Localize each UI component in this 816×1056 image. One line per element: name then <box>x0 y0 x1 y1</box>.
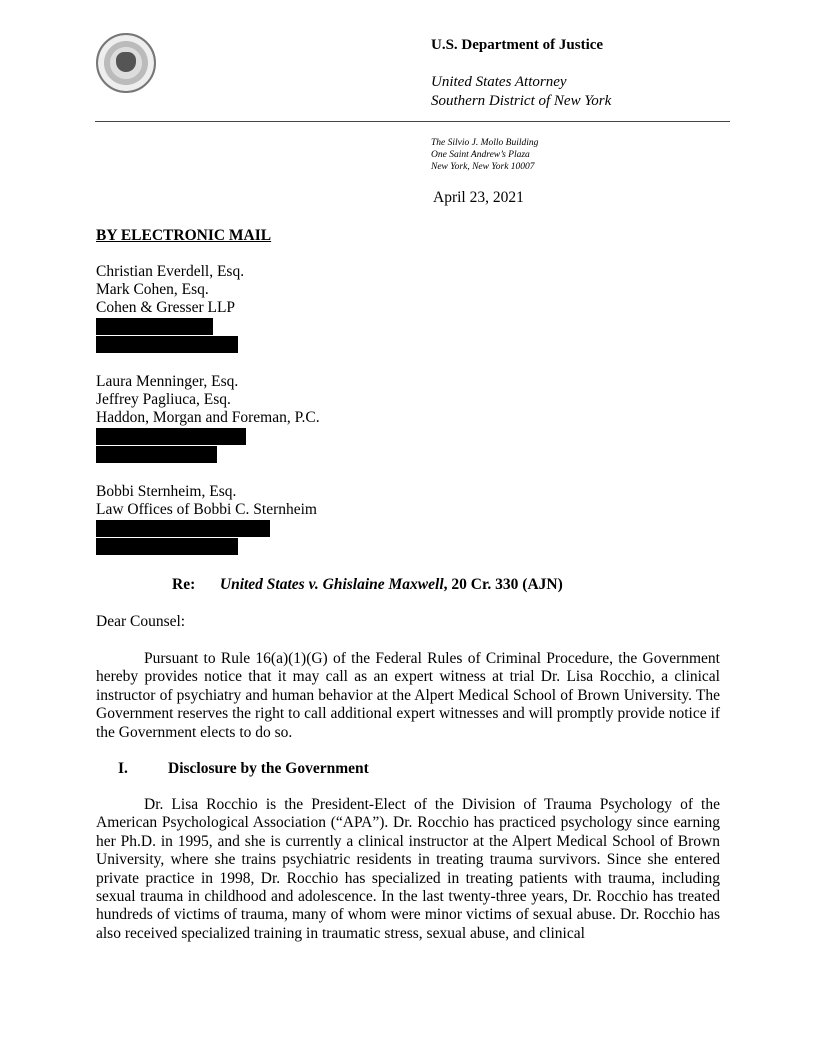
office-name <box>431 73 611 111</box>
address-line: One Saint Andrew’s Plaza <box>431 150 530 160</box>
doj-seal-icon <box>96 33 156 93</box>
re-label: Re: <box>172 576 196 593</box>
recipient-block-1 <box>96 263 244 353</box>
recipient-line: Laura Menninger, Esq. <box>96 373 239 390</box>
body-paragraph: Pursuant to Rule 16(a)(1)(G) of the Federal Rules of Criminal Procedure, the Government hereby provides notice that it may call as an expert witness at trial Dr. Lisa Rocchio, a clinical instructor of psychiatry and human behavior at the Alpert Medical School of Brown University. The Government reserves the right to call additional expert witnesses and will promptly provide notice if the Government elects to do so. <box>96 650 720 741</box>
address-line: New York, New York 10007 <box>431 162 535 172</box>
recipient-line: Christian Everdell, Esq. <box>96 263 245 280</box>
redaction-bar <box>96 336 238 353</box>
salutation: Dear Counsel: <box>96 613 186 630</box>
recipient-line: Jeffrey Pagliuca, Esq. <box>96 391 231 408</box>
section-title: Disclosure by the Government <box>168 760 369 777</box>
redaction-bar <box>96 428 246 445</box>
office-address <box>431 137 538 173</box>
body-paragraph: Dr. Lisa Rocchio is the President-Elect of the Division of Trauma Psychology of the American Psychological Association (“APA”). Dr. Rocchio has practiced psychology since earning her Ph.D. in 1995, and she is currently a clinical instructor at the Alpert Medical School of Brown University, where she trains psychiatric residents in treating trauma survivors. Since she entered private practice in 1998, Dr. Rocchio has specialized in treating patients with trauma, including sexual trauma in childhood and adolescence. In the last twenty-three years, Dr. Rocchio has treated hundreds of victims of trauma, many of whom were minor victims of sexual abuse. Dr. Rocchio has also received specialized training in traumatic stress, sexual abuse, and clinical <box>96 796 720 942</box>
recipient-block-2 <box>96 373 320 463</box>
address-line: The Silvio J. Mollo Building <box>431 138 539 148</box>
recipient-line: Bobbi Sternheim, Esq. <box>96 483 237 500</box>
section-heading <box>118 760 369 778</box>
re-line <box>172 576 563 594</box>
redaction-bar <box>96 520 270 537</box>
recipient-line: Law Offices of Bobbi C. Sternheim <box>96 501 317 518</box>
case-name: United States v. Ghislaine Maxwell <box>219 576 444 593</box>
section-number: I. <box>118 760 128 777</box>
department-name: U.S. Department of Justice <box>431 37 604 53</box>
redaction-bar <box>96 446 217 463</box>
letter-date: April 23, 2021 <box>433 189 524 206</box>
redaction-bar <box>96 318 213 335</box>
recipient-block-3 <box>96 483 317 555</box>
redaction-bar <box>96 538 238 555</box>
recipient-line: Cohen & Gresser LLP <box>96 299 236 316</box>
case-number: , 20 Cr. 330 (AJN) <box>443 576 563 593</box>
letterhead-divider <box>95 121 730 122</box>
office-line-2: Southern District of New York <box>431 93 612 109</box>
office-line-1: United States Attorney <box>431 74 567 90</box>
recipient-line: Mark Cohen, Esq. <box>96 281 209 298</box>
recipient-line: Haddon, Morgan and Foreman, P.C. <box>96 409 320 426</box>
delivery-method: BY ELECTRONIC MAIL <box>96 227 272 244</box>
